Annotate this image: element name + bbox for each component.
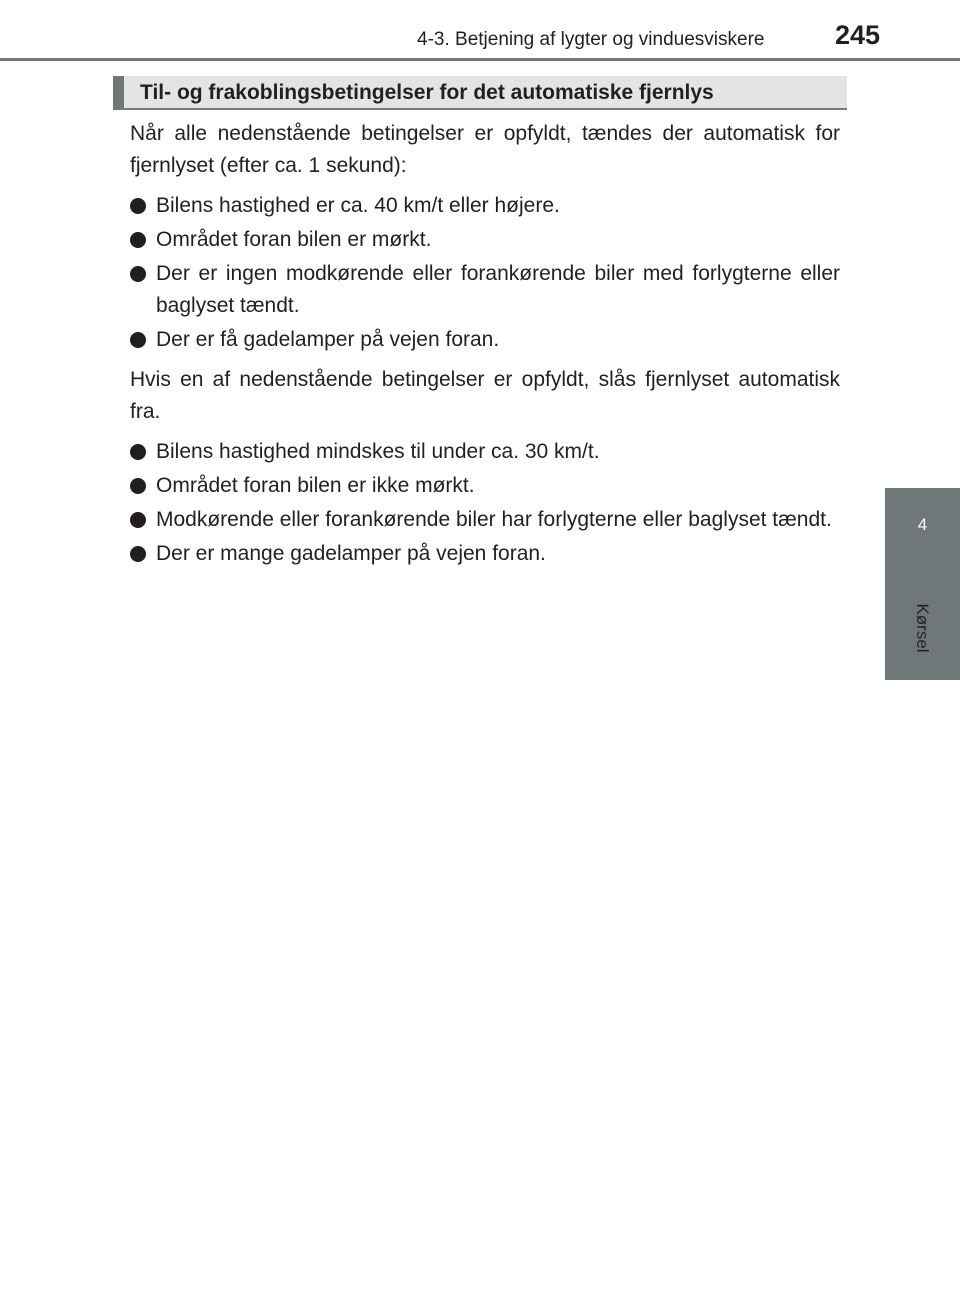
chapter-title: Kørsel xyxy=(913,603,932,653)
list-item xyxy=(130,190,840,222)
section-content xyxy=(130,118,840,578)
list-item-text: Modkørende eller forankørende biler har forlygterne eller baglyset tændt. xyxy=(156,508,832,531)
list-item-text: Bilens hastighed er ca. 40 km/t eller højere. xyxy=(156,194,560,217)
list-item-text: Bilens hastighed mindskes til under ca. 30 km/t. xyxy=(156,440,600,463)
bullet-icon xyxy=(130,546,146,562)
list-item xyxy=(130,538,840,570)
list-item xyxy=(130,436,840,468)
on-conditions-intro: Når alle nedenstående betingelser er opfyldt, tændes der automatisk for fjernlyset (efter ca. 1 sekund): xyxy=(130,122,840,177)
list-item xyxy=(130,504,840,536)
bullet-icon xyxy=(130,198,146,214)
list-item-text: Området foran bilen er ikke mørkt. xyxy=(156,474,475,497)
on-conditions-list xyxy=(130,190,840,356)
header-rule xyxy=(0,58,960,61)
list-item xyxy=(130,224,840,256)
section-heading-box xyxy=(113,76,847,110)
chapter-number: 4 xyxy=(885,488,960,576)
section-heading: Til- og frakoblingsbetingelser for det automatiske fjernlys xyxy=(140,81,714,104)
off-conditions-intro: Hvis en af nedenstående betingelser er opfyldt, slås fjernlyset automatisk fra. xyxy=(130,368,840,423)
list-item-text: Der er få gadelamper på vejen foran. xyxy=(156,328,500,351)
bullet-icon xyxy=(130,332,146,348)
list-item xyxy=(130,258,840,322)
page-header xyxy=(0,0,960,62)
bullet-icon xyxy=(130,478,146,494)
list-item-text: Området foran bilen er mørkt. xyxy=(156,228,432,251)
section-title: 4-3. Betjening af lygter og vinduesviskere xyxy=(417,29,765,50)
list-item xyxy=(130,470,840,502)
bullet-icon xyxy=(130,266,146,282)
list-item-text: Der er mange gadelamper på vejen foran. xyxy=(156,542,546,565)
list-item-text: Der er ingen modkørende eller forankørende biler med forlygterne eller baglyset tændt. xyxy=(156,262,840,317)
chapter-tab xyxy=(885,488,960,680)
off-conditions-list xyxy=(130,436,840,570)
list-item xyxy=(130,324,840,356)
chapter-title-block xyxy=(885,576,960,680)
page-number: 245 xyxy=(834,20,880,50)
bullet-icon xyxy=(130,512,146,528)
bullet-icon xyxy=(130,444,146,460)
bullet-icon xyxy=(130,232,146,248)
